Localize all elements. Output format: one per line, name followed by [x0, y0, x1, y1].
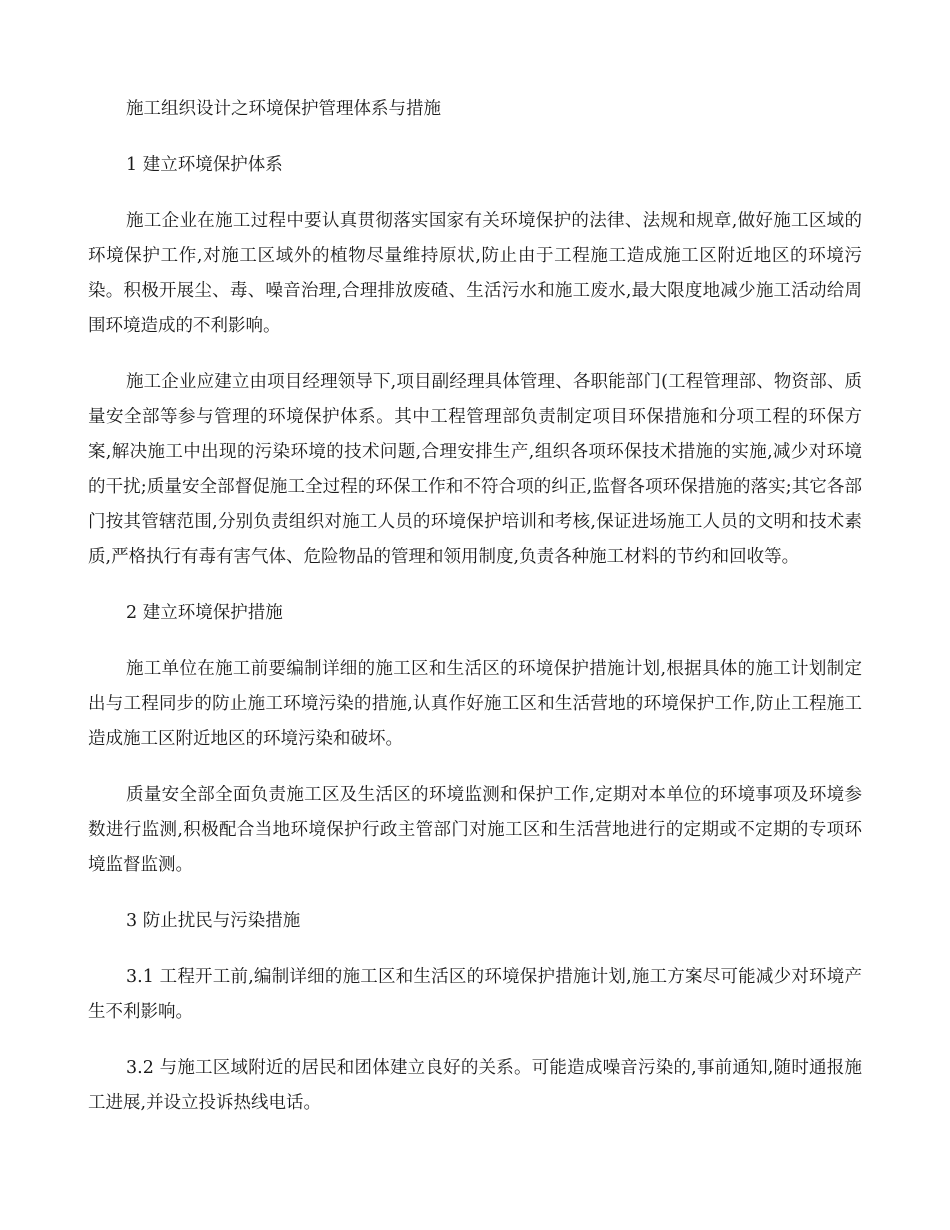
section-3-paragraph-2: 3.2 与施工区域附近的居民和团体建立良好的关系。可能造成噪音污染的,事前通知,随时通报施工进展,并设立投诉热线电话。 — [88, 1058, 862, 1113]
section-3-heading: 3 防止扰民与污染措施 — [126, 911, 301, 931]
section-1-paragraph-1: 施工企业在施工过程中要认真贯彻落实国家有关环境保护的法律、法规和规章,做好施工区域的环境保护工作,对施工区域外的植物尽量维持原状,防止由于工程施工造成施工区附近地区的环境污染。积极开展尘、毒、噪音治理,合理排放废碴、生活污水和施工废水,最大限度地减少施工活动给周围环境造成的不利影响。 — [88, 211, 862, 336]
section-2-paragraph-1: 施工单位在施工前要编制详细的施工区和生活区的环境保护措施计划,根据具体的施工计划制定出与工程同步的防止施工环境污染的措施,认真作好施工区和生活营地的环境保护工作,防止工程施工造成施工区附近地区的环境污染和破坏。 — [88, 659, 862, 749]
section-1-heading: 1 建立环境保护体系 — [126, 155, 283, 175]
document-page — [88, 92, 862, 1142]
section-1-paragraph-2: 施工企业应建立由项目经理领导下,项目副经理具体管理、各职能部门(工程管理部、物资部、质量安全部等参与管理的环境保护体系。其中工程管理部负责制定项目环保措施和分项工程的环保方案,解决施工中出现的污染环境的技术问题,合理安排生产,组织各项环保技术措施的实施,减少对环境的干扰;质量安全部督促施工全过程的环保工作和不符合项的纠正,监督各项环保措施的落实;其它各部门按其管辖范围,分别负责组织对施工人员的环境保护培训和考核,保证进场施工人员的文明和技术素质,严格执行有毒有害气体、危险物品的管理和领用制度,负责各种施工材料的节约和回收等。 — [88, 372, 862, 567]
document-title: 施工组织设计之环境保护管理体系与措施 — [126, 99, 441, 119]
section-2-heading: 2 建立环境保护措施 — [126, 603, 283, 623]
section-2-paragraph-2: 质量安全部全面负责施工区及生活区的环境监测和保护工作,定期对本单位的环境事项及环境参数进行监测,积极配合当地环境保护行政主管部门对施工区和生活营地进行的定期或不定期的专项环境监督监测。 — [88, 785, 862, 875]
section-3-paragraph-1: 3.1 工程开工前,编制详细的施工区和生活区的环境保护措施计划,施工方案尽可能减少对环境产生不利影响。 — [88, 967, 862, 1022]
